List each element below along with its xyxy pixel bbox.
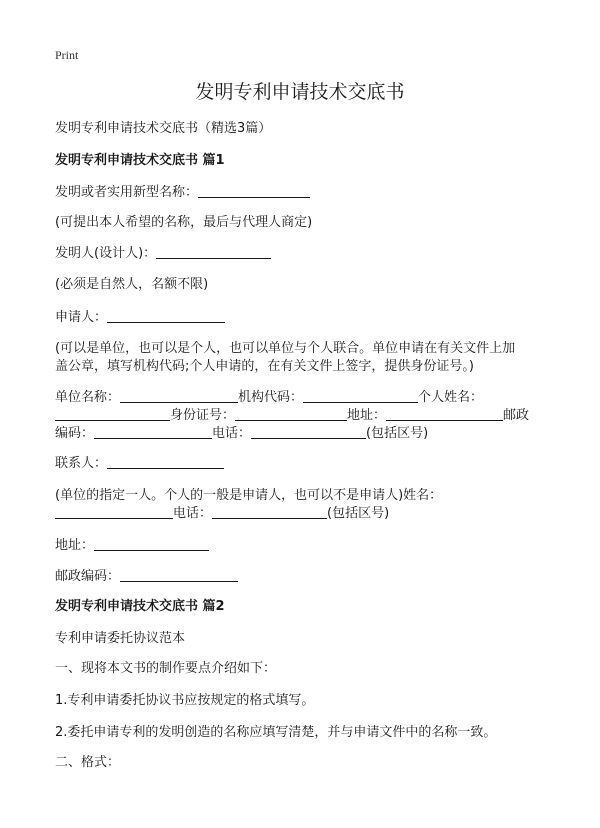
inventor-row xyxy=(55,245,271,263)
contact-address-row xyxy=(55,537,209,555)
applicant-blank[interactable] xyxy=(107,309,225,323)
contact-label: 联系人： xyxy=(55,456,108,471)
person-name-label: 个人姓名： xyxy=(418,390,484,405)
invention-name-row xyxy=(55,184,310,202)
contact-phone-label: 电话： xyxy=(173,506,213,521)
org-code-label: 机构代码： xyxy=(238,390,304,405)
applicant-row xyxy=(55,309,225,327)
section2-line-4: 2.委托申请专利的发明创造的名称应填写清楚，并与申请文件中的名称一致。 xyxy=(55,725,497,740)
applicant-note-2: 盖公章，填写机构代码;个人申请的，在有关文件上签字，提供身份证号。) xyxy=(55,359,474,374)
org-code-blank[interactable] xyxy=(303,389,418,403)
invention-name-note: (可提出本人希望的名称，最后与代理人商定) xyxy=(55,215,313,230)
phone-label: 电话： xyxy=(212,426,252,441)
inventor-label: 发明人(设计人)： xyxy=(55,246,157,261)
section2-line-2: 一、现将本文书的制作要点介绍如下： xyxy=(55,661,277,676)
unit-info-row-2 xyxy=(55,407,529,425)
phone-blank[interactable] xyxy=(251,425,366,439)
section2-heading: 发明专利申请技术交底书 篇2 xyxy=(55,599,225,614)
document-title: 发明专利申请技术交底书 xyxy=(195,81,405,103)
id-number-blank[interactable] xyxy=(235,407,347,421)
inventor-note: (必须是自然人，名额不限) xyxy=(55,277,209,292)
contact-postal-label: 邮政编码： xyxy=(55,569,121,584)
section2-line-3: 1.专利申请委托协议书应按规定的格式填写。 xyxy=(55,693,315,708)
inventor-blank[interactable] xyxy=(156,245,271,259)
applicant-label: 申请人： xyxy=(55,310,108,325)
contact-postal-blank[interactable] xyxy=(120,568,238,582)
unit-address-blank[interactable] xyxy=(386,407,503,421)
print-label[interactable]: Print xyxy=(55,48,79,62)
unit-name-blank[interactable] xyxy=(120,389,238,403)
unit-address-label: 地址： xyxy=(347,408,387,423)
unit-info-row-1 xyxy=(55,389,483,407)
contact-address-label: 地址： xyxy=(55,538,95,553)
section2-line-5: 二、格式： xyxy=(55,755,121,770)
contact-note: (单位的指定一人。个人的一般是申请人，也可以不是申请人)姓名： xyxy=(55,488,443,503)
contact-blank[interactable] xyxy=(107,455,224,469)
contact-row xyxy=(55,455,224,473)
unit-info-row-3 xyxy=(55,425,428,443)
id-number-label: 身份证号： xyxy=(170,408,236,423)
postal-prefix: 邮政 xyxy=(503,408,530,423)
unit-postal-blank[interactable] xyxy=(94,425,212,439)
section2-line-1: 专利申请委托协议范本 xyxy=(55,631,186,646)
invention-name-blank[interactable] xyxy=(198,184,310,198)
applicant-note-1: (可以是单位，也可以是个人，也可以单位与个人联合。单位申请在有关文件上加 xyxy=(55,341,516,356)
contact-name-blank[interactable] xyxy=(55,505,173,519)
person-name-blank[interactable] xyxy=(55,407,170,421)
contact-info-row xyxy=(55,505,389,523)
unit-name-label: 单位名称： xyxy=(55,390,121,405)
contact-area-code-note: (包括区号) xyxy=(327,506,390,521)
area-code-note: (包括区号) xyxy=(366,426,429,441)
section1-heading: 发明专利申请技术交底书 篇1 xyxy=(55,153,225,168)
contact-phone-blank[interactable] xyxy=(212,505,327,519)
contact-address-blank[interactable] xyxy=(94,537,209,551)
contact-postal-row xyxy=(55,568,238,586)
document-subtitle: 发明专利申请技术交底书（精选3篇） xyxy=(55,121,272,136)
invention-name-label: 发明或者实用新型名称： xyxy=(55,185,199,200)
postal-suffix: 编码： xyxy=(55,426,95,441)
